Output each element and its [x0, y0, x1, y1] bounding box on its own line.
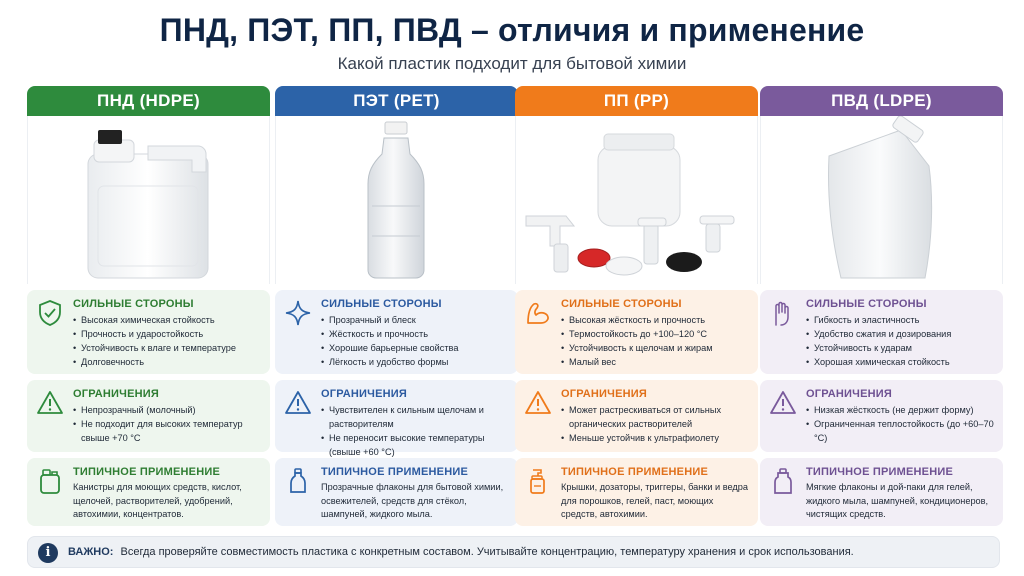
column-header: ПП (PP): [515, 86, 758, 116]
list-item: • Может растрескиваться от сильных органических растворителей: [561, 403, 750, 431]
list-item: • Хорошие барьерные свойства: [321, 341, 510, 355]
limits-title: ОГРАНИЧЕНИЯ: [73, 388, 159, 400]
list-item: • Меньше устойчив к ультрафиолету: [561, 431, 750, 445]
list-item: • Гибкость и эластичность: [806, 313, 995, 327]
usage-text: Крышки, дозаторы, триггеры, банки и ведра для порошков, гелей, паст, моющих средств, автохимии.: [561, 482, 748, 519]
list-item: • Ограниченная теплостойкость (до +60–70 °С): [806, 417, 995, 445]
list-item: • Лёгкость и удобство формы: [321, 355, 510, 369]
list-item: • Высокая химическая стойкость: [73, 313, 262, 327]
strengths-box: [760, 290, 1003, 374]
usage-title: ТИПИЧНОЕ ПРИМЕНЕНИЕ: [321, 466, 468, 478]
warning-triangle-icon: [284, 389, 312, 417]
column-pp: [515, 86, 758, 526]
list-item: • Термостойкость до +100–120 °С: [561, 327, 750, 341]
pp-products-image: [515, 116, 758, 284]
limits-box: [275, 380, 518, 457]
column-header: ПВД (LDPE): [760, 86, 1003, 116]
usage-text: Прозрачные флаконы для бытовой химии, освежителей, средств для стёкол, шампуней, жидкого мыла.: [321, 482, 504, 519]
limits-box: [515, 380, 758, 452]
column-header: ПНД (HDPE): [27, 86, 270, 116]
strengths-box: [27, 290, 270, 374]
usage-text: Мягкие флаконы и дой-паки для гелей, жидкого мыла, шампуней, кондиционеров, чистящих средств.: [806, 482, 989, 519]
strengths-title: СИЛЬНЫЕ СТОРОНЫ: [806, 298, 927, 310]
important-note: [27, 536, 1000, 568]
usage-title: ТИПИЧНОЕ ПРИМЕНЕНИЕ: [73, 466, 220, 478]
usage-title: ТИПИЧНОЕ ПРИМЕНЕНИЕ: [806, 466, 953, 478]
limits-title: ОГРАНИЧЕНИЯ: [806, 388, 892, 400]
list-item: • Не переносит высокие температуры (свыше +60 °С): [321, 431, 510, 459]
flexed-arm-icon: [524, 299, 552, 327]
pouch-bottle-icon: [769, 467, 797, 495]
column-header: ПЭТ (PET): [275, 86, 518, 116]
list-item: • Прозрачный и блеск: [321, 313, 510, 327]
note-text: Всегда проверяйте совместимость пластика с конкретным составом. Учитывайте концентрацию, температуру хранения и срок использования.: [120, 546, 854, 558]
warning-triangle-icon: [524, 389, 552, 417]
strengths-box: [275, 290, 518, 374]
ldpe-pouch-image: [760, 116, 1003, 284]
strengths-title: СИЛЬНЫЕ СТОРОНЫ: [73, 298, 194, 310]
column-hdpe: [27, 86, 270, 526]
info-icon: i: [38, 543, 58, 563]
list-item: • Прочность и ударостойкость: [73, 327, 262, 341]
list-item: • Устойчивость к ударам: [806, 341, 995, 355]
usage-box: [760, 458, 1003, 526]
column-pet: [275, 86, 518, 526]
warning-triangle-icon: [769, 389, 797, 417]
usage-title: ТИПИЧНОЕ ПРИМЕНЕНИЕ: [561, 466, 708, 478]
usage-box: [275, 458, 518, 526]
page-subtitle: Какой пластик подходит для бытовой химии: [337, 54, 687, 73]
limits-title: ОГРАНИЧЕНИЯ: [321, 388, 407, 400]
list-item: • Не подходит для высоких температур свыше +70 °С: [73, 417, 262, 445]
sparkle-icon: [284, 299, 312, 327]
usage-box: [27, 458, 270, 526]
list-item: • Хорошая химическая стойкость: [806, 355, 995, 369]
bottle-icon: [284, 467, 312, 495]
list-item: • Устойчивость к влаге и температуре: [73, 341, 262, 355]
column-ldpe: [760, 86, 1003, 526]
limits-title: ОГРАНИЧЕНИЯ: [561, 388, 647, 400]
canister-icon: [36, 467, 64, 495]
hdpe-canister-image: [27, 116, 270, 284]
shield-check-icon: [36, 299, 64, 327]
usage-text: Канистры для моющих средств, кислот, щелочей, растворителей, удобрений, автохимии, концентратов.: [73, 482, 242, 519]
list-item: • Чувствителен к сильным щелочам и растворителям: [321, 403, 510, 431]
strengths-title: СИЛЬНЫЕ СТОРОНЫ: [561, 298, 682, 310]
limits-box: [27, 380, 270, 452]
list-item: • Высокая жёсткость и прочность: [561, 313, 750, 327]
note-text-row: [68, 546, 854, 558]
warning-triangle-icon: [36, 389, 64, 417]
pet-bottle-image: [275, 116, 518, 284]
spray-bottle-icon: [524, 467, 552, 495]
note-label: ВАЖНО:: [68, 546, 114, 558]
usage-box: [515, 458, 758, 526]
strengths-box: [515, 290, 758, 374]
list-item: • Низкая жёсткость (не держит форму): [806, 403, 995, 417]
strengths-title: СИЛЬНЫЕ СТОРОНЫ: [321, 298, 442, 310]
list-item: • Долговечность: [73, 355, 262, 369]
list-item: • Малый вес: [561, 355, 750, 369]
list-item: • Непрозрачный (молочный): [73, 403, 262, 417]
list-item: • Жёсткость и прочность: [321, 327, 510, 341]
list-item: • Устойчивость к щелочам и жирам: [561, 341, 750, 355]
limits-box: [760, 380, 1003, 452]
page-title: ПНД, ПЭТ, ПП, ПВД – отличия и применение: [159, 12, 865, 48]
hand-squeeze-icon: [769, 299, 797, 327]
list-item: • Удобство сжатия и дозирования: [806, 327, 995, 341]
